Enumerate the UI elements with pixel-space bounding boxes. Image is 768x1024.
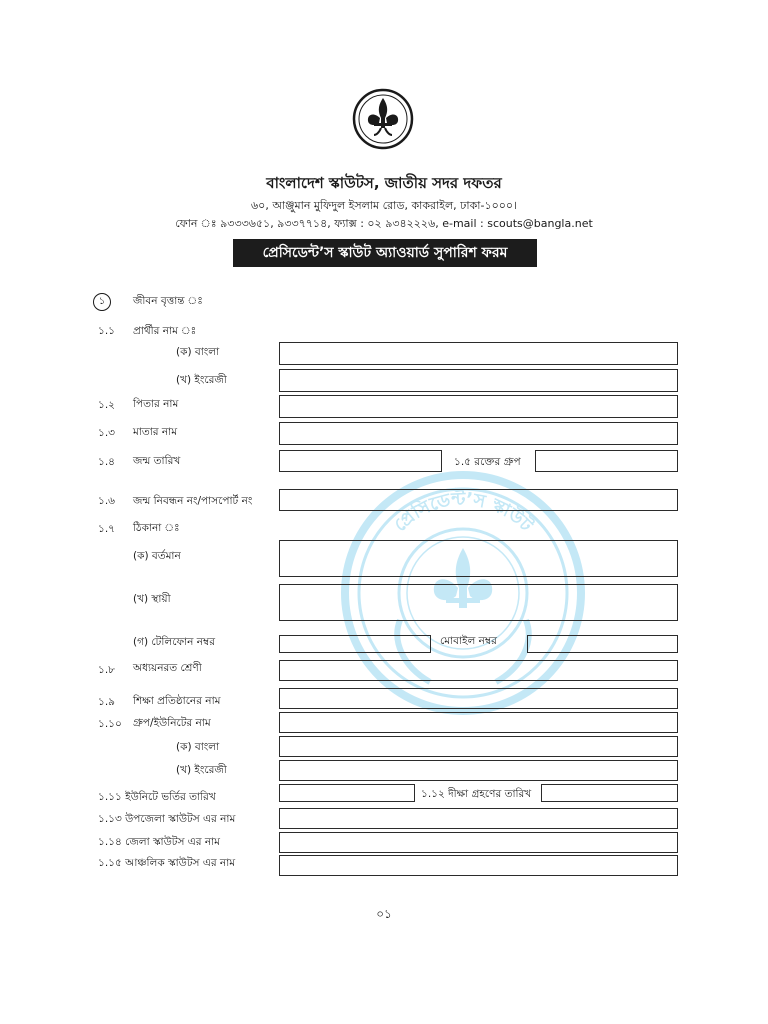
present-address-field[interactable] (279, 540, 678, 577)
class-field[interactable] (279, 660, 678, 681)
address-label: ঠিকানা ঃ (133, 522, 180, 534)
father-name-field[interactable] (279, 395, 678, 418)
blood-group-field[interactable] (535, 450, 678, 472)
upazila-scouts-label: ১.১৩ উপজেলা স্কাউটস এর নাম (98, 813, 236, 825)
group-unit-english-label: (খ) ইংরেজী (176, 764, 227, 776)
father-name-label: পিতার নাম (133, 398, 179, 410)
field-number-1-10: ১.১০ (98, 718, 122, 730)
mobile-label: মোবাইল নম্বর (440, 635, 497, 647)
investiture-date-field[interactable] (541, 784, 678, 802)
group-unit-bangla-label: (ক) বাংলা (176, 741, 220, 753)
group-unit-english-field[interactable] (279, 760, 678, 781)
field-number-1-7: ১.৭ (98, 523, 115, 535)
page-number: ০১ (376, 907, 392, 921)
birth-registration-label: জন্ম নিবন্ধন নং/পাসপোর্ট নং (133, 495, 253, 507)
applicant-name-bangla-field[interactable] (279, 342, 678, 365)
field-number-1-4: ১.৪ (98, 456, 115, 468)
organization-address: ৬০, আঞ্জুমান মুফিদুল ইসলাম রোড, কাকরাইল, ঢাকা-১০০০। (251, 199, 517, 212)
upazila-scouts-field[interactable] (279, 808, 678, 829)
field-number-1-8: ১.৮ (98, 664, 115, 676)
permanent-address-label: (খ) স্থায়ী (133, 593, 171, 605)
telephone-label: (গ) টেলিফোন নম্বর (133, 636, 215, 648)
watermark-text: প্রেসিডেন্ট’স স্কাউট (390, 488, 537, 537)
scout-emblem-logo (352, 88, 414, 150)
district-scouts-field[interactable] (279, 832, 678, 853)
field-number-1-2: ১.২ (98, 399, 115, 411)
applicant-name-english-label: (খ) ইংরেজী (176, 374, 227, 386)
organization-contact: ফোন ঃ ৯৩৩৩৬৫১, ৯৩৩৭৭১৪, ফ্যাক্স : ০২ ৯৩৪২২২৬, e-mail : scouts@bangla.net (175, 217, 593, 230)
unit-admission-date-field[interactable] (279, 784, 415, 802)
institution-label: শিক্ষা প্রতিষ্ঠানের নাম (133, 695, 221, 707)
telephone-field[interactable] (279, 635, 431, 653)
field-number-1-3: ১.৩ (98, 427, 115, 439)
field-number-1-1: ১.১ (98, 325, 115, 337)
field-number-1-9: ১.৯ (98, 696, 115, 708)
mobile-field[interactable] (527, 635, 678, 653)
class-label: অধ্যয়নরত শ্রেণী (133, 662, 202, 674)
applicant-name-english-field[interactable] (279, 369, 678, 392)
regional-scouts-label: ১.১৫ আঞ্চলিক স্কাউটস এর নাম (98, 857, 236, 869)
mother-name-label: মাতার নাম (133, 426, 178, 438)
field-number-1-6: ১.৬ (98, 495, 115, 507)
group-unit-label: গ্রুপ/ইউনিটের নাম (133, 717, 211, 729)
group-unit-field[interactable] (279, 712, 678, 733)
permanent-address-field[interactable] (279, 584, 678, 621)
group-unit-bangla-field[interactable] (279, 736, 678, 757)
investiture-date-label: ১.১২ দীক্ষা গ্রহণের তারিখ (421, 788, 532, 800)
applicant-name-bangla-label: (ক) বাংলা (176, 346, 220, 358)
birth-date-label: জন্ম তারিখ (133, 455, 181, 467)
section-title: জীবন বৃত্তান্ত ঃ (133, 295, 203, 307)
mother-name-field[interactable] (279, 422, 678, 445)
present-address-label: (ক) বর্তমান (133, 550, 181, 562)
institution-field[interactable] (279, 688, 678, 709)
section-number-badge: ১ (93, 293, 111, 311)
blood-group-label: ১.৫ রক্তের গ্রুপ (454, 456, 521, 468)
birth-date-field[interactable] (279, 450, 442, 472)
district-scouts-label: ১.১৪ জেলা স্কাউটস এর নাম (98, 836, 221, 848)
organization-name: বাংলাদেশ স্কাউটস, জাতীয় সদর দফতর (266, 174, 502, 192)
form-title-banner: প্রেসিডেন্ট’স স্কাউট অ্যাওয়ার্ড সুপারিশ ফরম (233, 239, 537, 267)
applicant-name-label: প্রার্থীর নাম ঃ (133, 325, 197, 337)
birth-registration-field[interactable] (279, 489, 678, 511)
unit-admission-date-label: ১.১১ ইউনিটে ভর্তির তারিখ (98, 791, 216, 803)
regional-scouts-field[interactable] (279, 855, 678, 876)
